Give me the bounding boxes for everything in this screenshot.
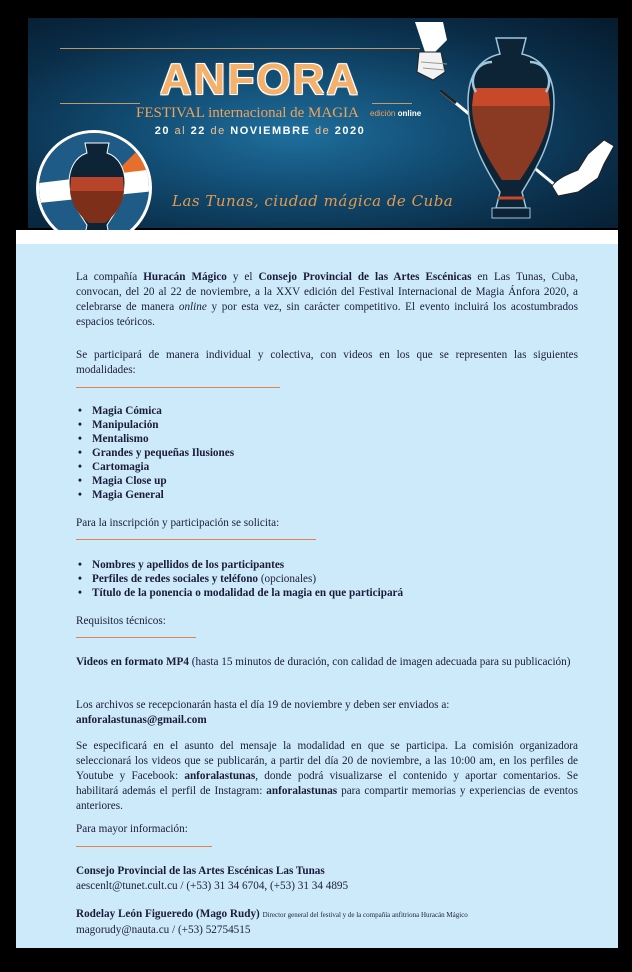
- archivos-text: Los archivos se recepcionarán hasta el día 19 de noviembre y deben ser enviados a:: [76, 699, 450, 711]
- emblem-amphora-icon: [39, 133, 152, 232]
- asunto-paragraph: [76, 739, 578, 814]
- list-item: • Nombres y apellidos de los participantes: [76, 558, 403, 572]
- intro-text: y por esta vez, sin carácter competitivo. El evento incluirá los acostumbrados espacios teóricos.: [76, 301, 579, 328]
- dates-de: de: [210, 125, 226, 137]
- contact-role: Director general del festival y de la compañía anfitriona Huracán Mágico: [262, 911, 468, 919]
- list-item: • Título de la ponencia o modalidad de la magia en que participará: [76, 586, 403, 600]
- modalidades-intro: Se participará de manera individual y colectiva, con videos en los que se representen las siguientes modalidades:: [76, 349, 578, 376]
- edition-mode: online: [397, 109, 422, 118]
- list-item: • Magia Close up: [76, 474, 234, 488]
- videos-paragraph: [76, 655, 578, 670]
- edition-prefix: edición: [370, 109, 396, 118]
- dates-de: de: [314, 125, 331, 137]
- festival-subtitle: FESTIVAL internacional de MAGIA: [136, 105, 359, 121]
- inscripcion-list: [76, 558, 403, 600]
- call-document: [16, 230, 618, 948]
- banner-rule-left: [60, 103, 140, 104]
- section-rule: [76, 637, 196, 638]
- section-rule: [76, 539, 316, 540]
- list-item: • Grandes y pequeñas Ilusiones: [76, 446, 234, 460]
- youtube-facebook-profile[interactable]: anforalastunas: [184, 770, 256, 782]
- online-word: online: [178, 301, 207, 313]
- contact-council: [76, 864, 578, 894]
- amphora-vase-icon: [462, 32, 560, 228]
- requisitos-title: Requisitos técnicos:: [76, 615, 166, 627]
- asunto-text: , donde podrá visualizarse el contenido y aportar comentarios. Se habilitará además el perfil de Instagram:: [76, 770, 578, 797]
- dates-to: 22: [190, 125, 206, 137]
- festival-dates: [150, 125, 370, 137]
- videos-detail: (hasta 15 minutos de duración, con calidad de imagen adecuada para su publicación): [189, 656, 571, 668]
- list-item: • Magia Cómica: [76, 404, 234, 418]
- list-item-bold: Perfiles de redes sociales y teléfono: [92, 573, 259, 585]
- festival-title: ANFORA: [159, 55, 361, 104]
- intro-text: y el: [226, 271, 259, 283]
- dates-from: 20: [154, 125, 170, 137]
- inscripcion-intro: Para la inscripción y participación se solicita:: [76, 517, 280, 529]
- company-name: Huracán Mágico: [143, 271, 227, 283]
- contact-name: Rodelay León Figueredo (Mago Rudy): [76, 908, 260, 920]
- dates-al: al: [174, 125, 187, 137]
- list-item: [76, 572, 403, 586]
- contact-director: [76, 907, 578, 938]
- dates-year: 2020: [334, 125, 366, 137]
- contact-details: magorudy@nauta.cu / (+53) 52754515: [76, 924, 251, 936]
- contact-details: aescenlt@tunet.cult.cu / (+53) 31 34 6704, (+53) 31 34 4895: [76, 880, 349, 892]
- intro-text: La compañía: [76, 271, 144, 283]
- intro-text: en Las Tunas, Cuba, convocan, del 20 al 22 de noviembre, a la XXV edición del Festival Internacional de Magia Ánfora 2020, a celebrarse de manera: [76, 271, 578, 313]
- intro-paragraph: [76, 270, 578, 330]
- festival-slogan: Las Tunas, ciudad mágica de Cuba: [172, 192, 454, 210]
- dates-month: NOVIEMBRE: [230, 125, 311, 137]
- instagram-profile[interactable]: anforalastunas: [266, 785, 338, 797]
- asunto-text: Se especificará en el asunto del mensaje la modalidad en que se participa. La comisión organizadora seleccionará los videos que se publicarán, a partir del día 20 de noviembre, a las 10:00 am, en los perfiles de Youtube y Facebook:: [76, 740, 578, 782]
- archivos-paragraph: [76, 698, 578, 728]
- modalidades-list: [76, 404, 234, 502]
- council-name: Consejo Provincial de las Artes Escénicas: [258, 271, 472, 283]
- asunto-text: para compartir memorias y experiencias de eventos anteriores.: [76, 785, 578, 812]
- section-rule: [76, 846, 212, 847]
- list-item: • Cartomagia: [76, 460, 234, 474]
- list-item: • Manipulación: [76, 418, 234, 432]
- section-rule: [76, 387, 280, 388]
- submission-email[interactable]: anforalastunas@gmail.com: [76, 714, 207, 726]
- info-title: Para mayor información:: [76, 823, 188, 835]
- banner-rule-top: [60, 48, 420, 49]
- list-item: • Magia General: [76, 488, 234, 502]
- list-item: • Mentalismo: [76, 432, 234, 446]
- list-item-note: (opcionales): [258, 573, 317, 585]
- festival-banner: [0, 0, 632, 232]
- videos-format: Videos en formato MP4: [76, 656, 189, 668]
- contact-name: Consejo Provincial de las Artes Escénicas Las Tunas: [76, 865, 325, 877]
